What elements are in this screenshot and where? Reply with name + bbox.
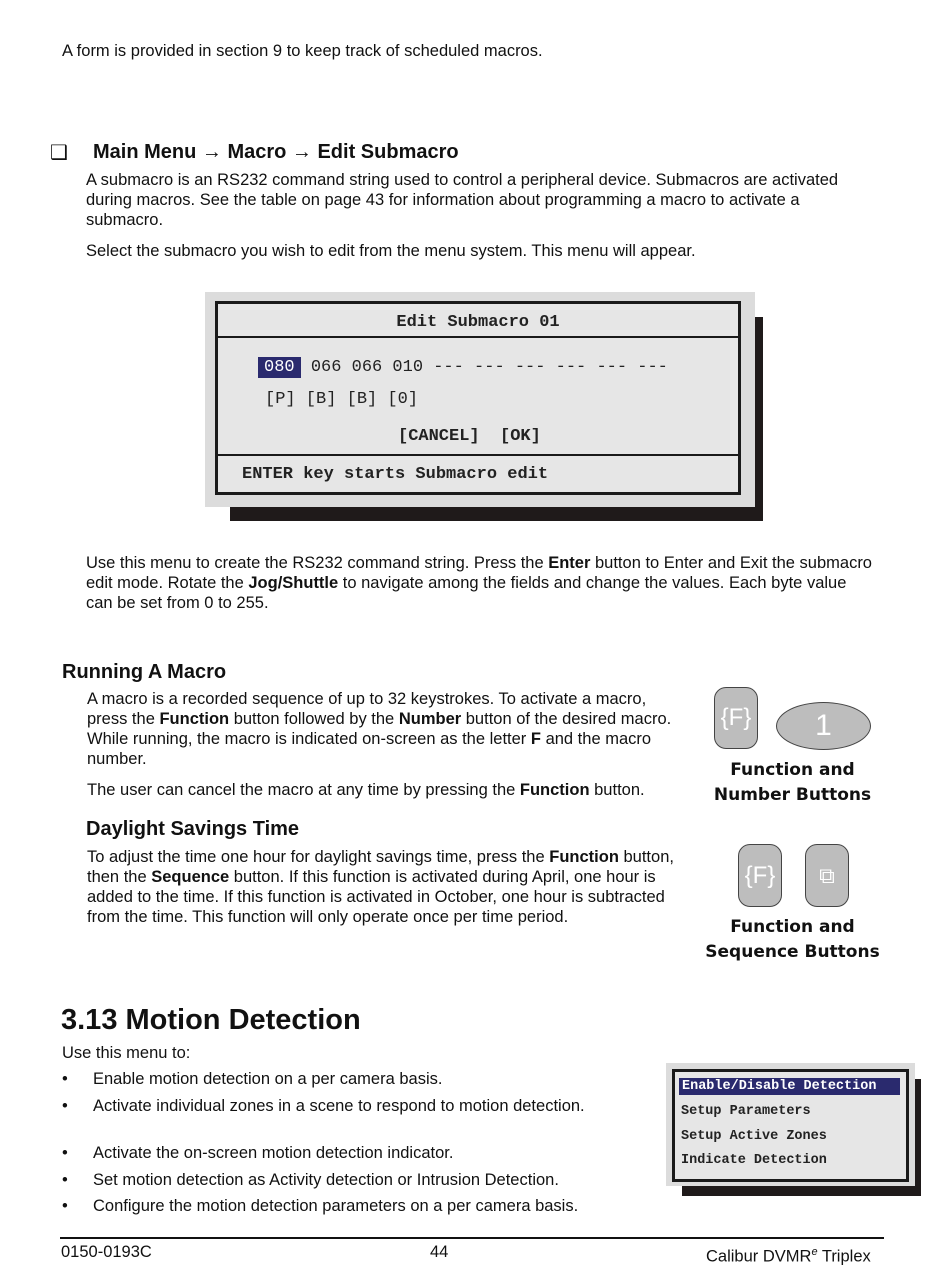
bullet-icon: • (62, 1144, 68, 1162)
byte-fields-row (258, 358, 668, 377)
dialog-divider-bottom (218, 454, 738, 456)
running-macro-paragraph-2: The user can cancel the macro at any time by pressing the Function button. (87, 781, 645, 799)
function-key-icon: {F} (738, 844, 782, 907)
submacro-heading: Main Menu → Macro → Edit Submacro (93, 141, 459, 163)
daylight-heading: Daylight Savings Time (86, 818, 300, 840)
dialog-buttons[interactable]: [CANCEL] [OK] (398, 427, 541, 446)
submacro-paragraph-1: A submacro is an RS232 command string used to control a peripheral device. Submacros are activated during macros. See the table on page 43 for information about programming a macro to activate a submacro. (86, 171, 839, 229)
menu-item-setup-parameters[interactable]: Setup Parameters (681, 1104, 811, 1119)
edit-submacro-dialog (215, 301, 741, 495)
daylight-paragraph: To adjust the time one hour for daylight savings time, press the Function button, then the Sequence button. If this function is activated during April, one hour is added to the time. If this function is activated in October, one hour is subtracted from the time. This function will only operate once per time period. (87, 848, 674, 926)
list-item: • Configure the motion detection parameters on a per camera basis. (62, 1197, 579, 1215)
bullet-icon: • (62, 1097, 68, 1115)
list-item: • Enable motion detection on a per camera basis. (62, 1070, 443, 1088)
list-item: • Activate individual zones in a scene to respond to motion detection. (62, 1097, 585, 1115)
sequence-key-icon: ⧉ (805, 844, 849, 907)
function-sequence-caption: Function and Sequence Buttons (705, 917, 880, 962)
motion-detection-menu (672, 1069, 909, 1182)
menu-item-indicate-detection[interactable]: Indicate Detection (681, 1153, 827, 1168)
footer-rule (60, 1237, 884, 1239)
byte-characters: [P] [B] [B] [0] (265, 390, 419, 409)
running-macro-paragraph-1: A macro is a recorded sequence of up to 32 keystrokes. To activate a macro, press the Function button followed by the Number button of the desired macro. While running, the macro is indicated on-screen as the letter F and the macro number. (87, 690, 672, 768)
footer-doc-number: 0150-0193C (61, 1243, 152, 1261)
number-key-icon: 1 (776, 702, 871, 750)
motion-intro: Use this menu to: (62, 1044, 191, 1062)
bullet-icon: • (62, 1171, 68, 1189)
list-item: • Activate the on-screen motion detection indicator. (62, 1144, 454, 1162)
running-macro-heading: Running A Macro (62, 661, 227, 683)
submacro-paragraph-2: Select the submacro you wish to edit from the menu system. This menu will appear. (86, 242, 696, 260)
submacro-paragraph-3: Use this menu to create the RS232 command string. Press the Enter button to Enter and Exit the submacro edit mode. Rotate the Jog/Shuttle to navigate among the fields and change the values. Each byte value can be set from 0 to 255. (86, 554, 872, 612)
bullet-icon: • (62, 1070, 68, 1088)
function-key-icon: {F} (714, 687, 758, 749)
footer-page-number: 44 (430, 1243, 449, 1261)
selected-byte-field[interactable]: 080 (258, 357, 301, 378)
checkbox-icon: ❑ (50, 142, 68, 164)
footer-product-name: Calibur DVMR$^e$ Triplex (706, 1246, 871, 1266)
menu-item-setup-active-zones[interactable]: Setup Active Zones (681, 1129, 827, 1144)
function-number-caption: Function and Number Buttons (713, 760, 872, 805)
menu-item-enable-disable-detection[interactable]: Enable/Disable Detection (679, 1078, 900, 1095)
intro-text: A form is provided in section 9 to keep track of scheduled macros. (62, 42, 543, 60)
dialog-status-bar: ENTER key starts Submacro edit (242, 465, 549, 484)
list-item: • Set motion detection as Activity detection or Intrusion Detection. (62, 1171, 559, 1189)
dialog-title: Edit Submacro 01 (396, 313, 560, 332)
byte-fields[interactable]: 066 066 010 --- --- --- --- --- --- (310, 358, 668, 377)
dialog-divider-top (218, 336, 738, 338)
motion-detection-heading: 3.13 Motion Detection (61, 1004, 361, 1036)
bullet-icon: • (62, 1197, 68, 1215)
